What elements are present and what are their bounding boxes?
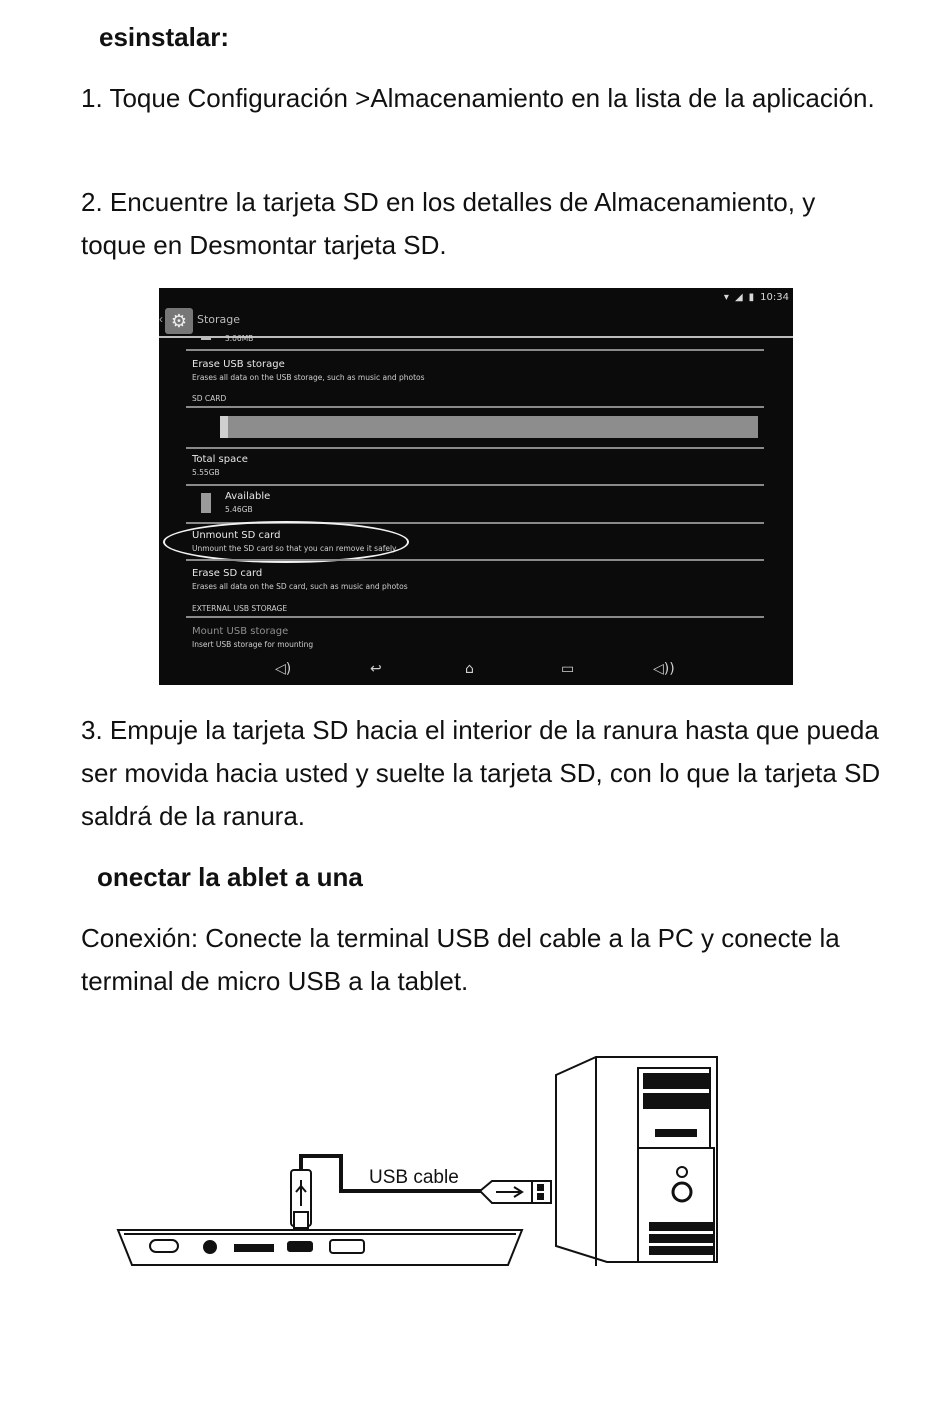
wifi-icon: ▾ bbox=[723, 291, 729, 303]
divider bbox=[186, 447, 764, 449]
external-usb-section-label: EXTERNAL USB STORAGE bbox=[192, 604, 288, 613]
usb-a-connector bbox=[480, 1181, 551, 1203]
total-space-value: 5.55GB bbox=[192, 468, 220, 477]
unmount-sd-title[interactable]: Unmount SD card bbox=[192, 530, 281, 541]
step-1: 1. Toque Configuración >Almacenamiento en la lista de la aplicación. bbox=[81, 83, 875, 113]
signal-icon: ◢ bbox=[734, 291, 743, 303]
clock: 10:34 bbox=[760, 291, 789, 303]
erase-usb-subtitle: Erases all data on the USB storage, such as music and photos bbox=[192, 373, 425, 382]
back-icon[interactable]: ↩ bbox=[370, 661, 382, 677]
navigation-bar bbox=[159, 655, 793, 685]
erase-sd-title[interactable]: Erase SD card bbox=[192, 568, 263, 579]
available-swatch bbox=[201, 493, 211, 513]
mount-usb-title: Mount USB storage bbox=[192, 626, 289, 637]
connection-instructions: Conexión: Conecte la terminal USB del cable a la PC y conecte la terminal de micro USB a la tablet. bbox=[81, 923, 840, 996]
diagram-illustration bbox=[110, 1040, 730, 1280]
erase-sd-subtitle: Erases all data on the SD card, such as music and photos bbox=[192, 582, 408, 591]
erase-usb-title[interactable]: Erase USB storage bbox=[192, 359, 285, 370]
pc-tower-illustration bbox=[556, 1057, 717, 1266]
gear-icon[interactable]: ⚙ bbox=[165, 308, 193, 334]
sd-usage-fill bbox=[220, 416, 228, 438]
home-icon[interactable]: ⌂ bbox=[465, 661, 474, 677]
volume-down-icon[interactable]: ◁) bbox=[275, 661, 292, 677]
step-3: 3. Empuje la tarjeta SD hacia el interior de la ranura hasta que pueda ser movida hacia usted y suelte la tarjeta SD, con lo que la tarjeta SD saldrá de la ranura. bbox=[81, 715, 881, 831]
recent-apps-icon[interactable]: ▭ bbox=[561, 661, 575, 677]
section-heading-uninstall: esinstalar: bbox=[99, 22, 230, 52]
storage-screenshot bbox=[159, 288, 793, 685]
divider bbox=[186, 349, 764, 351]
section-heading-connect: onectar la ablet a una bbox=[97, 862, 363, 892]
screen-title: Storage bbox=[197, 313, 241, 326]
available-value: 5.46GB bbox=[225, 505, 253, 514]
unmount-sd-subtitle: Unmount the SD card so that you can remove it safely bbox=[192, 544, 397, 553]
mount-usb-subtitle: Insert USB storage for mounting bbox=[192, 640, 314, 649]
back-arrow-icon[interactable]: ‹ bbox=[159, 312, 163, 326]
divider bbox=[186, 406, 764, 408]
status-bar bbox=[724, 290, 789, 304]
available-title: Available bbox=[225, 491, 271, 502]
divider bbox=[186, 559, 764, 561]
tablet-illustration bbox=[118, 1230, 522, 1265]
divider bbox=[186, 616, 764, 618]
micro-usb-connector bbox=[291, 1170, 311, 1228]
step-2: 2. Encuentre la tarjeta SD en los detalles de Almacenamiento, y toque en Desmontar tarjeta SD. bbox=[81, 187, 816, 260]
highlight-ellipse bbox=[163, 521, 409, 563]
total-space-title: Total space bbox=[192, 454, 248, 465]
top-value: 3.06MB bbox=[225, 334, 254, 343]
volume-up-icon[interactable]: ◁)) bbox=[653, 661, 675, 677]
usb-connection-diagram bbox=[110, 1040, 730, 1280]
sd-card-section-label: SD CARD bbox=[192, 394, 227, 403]
battery-icon: ▮ bbox=[748, 291, 755, 303]
divider bbox=[186, 484, 764, 486]
action-bar bbox=[159, 304, 793, 338]
usage-swatch bbox=[201, 336, 211, 340]
usb-cable-label: USB cable bbox=[369, 1167, 459, 1188]
sd-usage-bar bbox=[220, 416, 758, 438]
